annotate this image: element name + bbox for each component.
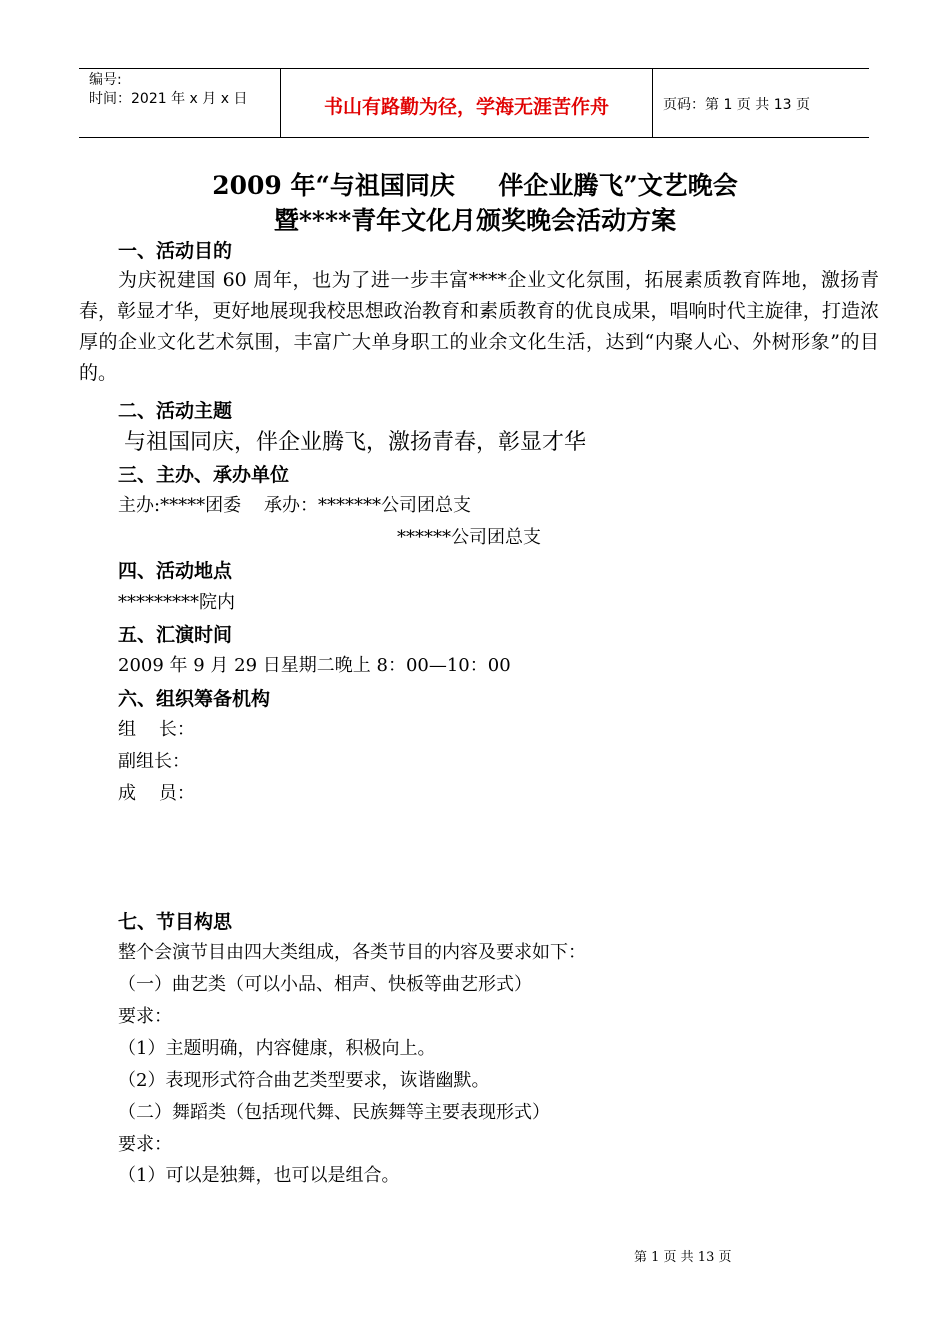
page-header xyxy=(79,68,869,138)
section-2-heading: 二、活动主题 xyxy=(118,400,233,422)
section-3-line-1: 主办:*****团委 承办：*******公司团总支 xyxy=(118,495,471,516)
section-7-line: 要求： xyxy=(118,1006,172,1027)
section-7-line: （二）舞蹈类（包括现代舞、民族舞等主要表现形式） xyxy=(118,1102,550,1123)
document-number-label: 编号: xyxy=(89,72,122,88)
section-2-body: 与祖国同庆，伴企业腾飞，激扬青春，彰显才华 xyxy=(124,430,587,455)
section-3-line-2: ******公司团总支 xyxy=(397,527,541,548)
section-1-heading: 一、活动目的 xyxy=(118,240,233,262)
section-4-body: *********院内 xyxy=(118,592,235,613)
section-7-heading: 七、节目构思 xyxy=(118,911,233,933)
section-3-heading: 三、主办、承办单位 xyxy=(118,464,290,486)
header-motto: 书山有路勤为径，学海无涯苦作舟 xyxy=(281,69,653,137)
section-7-line: 整个会演节目由四大类组成，各类节目的内容及要求如下： xyxy=(118,942,586,963)
section-6-heading: 六、组织筹备机构 xyxy=(118,688,271,710)
section-1-body: 为庆祝建国 60 周年，也为了进一步丰富****企业文化氛围，拓展素质教育阵地，激扬青春，彰显才华，更好地展现我校思想政治教育和素质教育的优良成果，唱响时代主旋律，打造浓厚的企业文化艺术氛围，丰富广大单身职工的业余文化生活，达到“内聚人心、外树形象”的目的。 xyxy=(79,269,879,384)
document-title-line-2: 暨****青年文化月颁奖晚会活动方案 xyxy=(273,206,677,235)
header-page-info: 页码：第 1 页 共 13 页 xyxy=(663,97,810,113)
section-4-heading: 四、活动地点 xyxy=(118,560,233,582)
section-5-body: 2009 年 9 月 29 日星期二晚上 8：00—10：00 xyxy=(118,655,511,676)
section-7-line: （一）曲艺类（可以小品、相声、快板等曲艺形式） xyxy=(118,974,532,995)
header-meta xyxy=(79,69,281,137)
section-6-members: 成 员： xyxy=(118,783,195,804)
section-7-line: 要求： xyxy=(118,1134,172,1155)
section-6-leader: 组 长： xyxy=(118,719,195,740)
section-6-deputy: 副组长： xyxy=(118,751,190,772)
section-7-line: （1）可以是独舞，也可以是组合。 xyxy=(118,1165,400,1186)
footer-page-number: 第 1 页 共 13 页 xyxy=(634,1250,732,1265)
section-7-line: （1）主题明确，内容健康，积极向上。 xyxy=(118,1038,436,1059)
section-7-line: （2）表现形式符合曲艺类型要求，诙谐幽默。 xyxy=(118,1070,490,1091)
document-title-line-1: 2009 年“与祖国同庆 伴企业腾飞”文艺晚会 xyxy=(212,171,738,200)
section-5-heading: 五、汇演时间 xyxy=(118,624,233,646)
document-time-label: 时间：2021 年 x 月 x 日 xyxy=(89,91,248,107)
